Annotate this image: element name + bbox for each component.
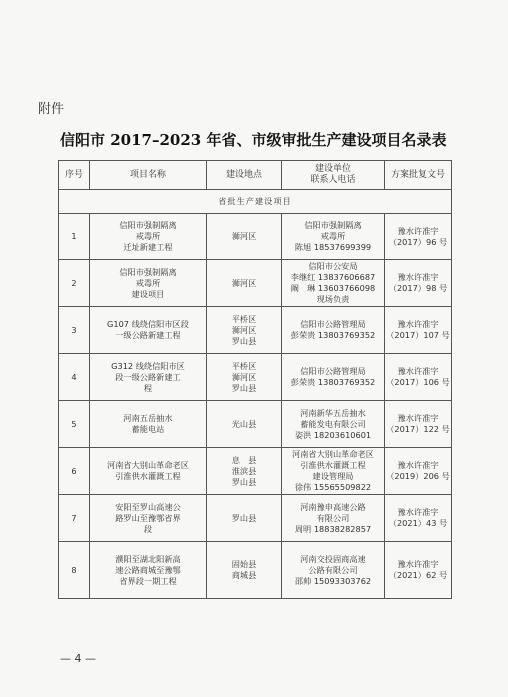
header-approval: 方案批复文号 — [385, 161, 452, 190]
cell-unit-contact-line: 河南新华五岳抽水 — [300, 407, 366, 418]
cell-location — [207, 448, 282, 495]
cell-unit-contact — [282, 448, 385, 495]
header-location: 建设地点 — [207, 161, 282, 190]
cell-unit-contact-line: 信阳市强制隔离 — [304, 220, 362, 230]
cell-project-name-line: 段一级公路新建工 — [115, 371, 181, 382]
table-header-row — [59, 161, 452, 190]
cell-approval-line: （2021）43 号 — [388, 518, 448, 528]
section-row — [59, 190, 452, 214]
cell-approval-line: 豫水许准字 — [397, 507, 439, 517]
cell-unit-contact-line: 建设管理局 — [312, 471, 354, 481]
cell-approval-line: 豫水许准字 — [397, 225, 439, 236]
cell-approval-line: 豫水许准字 — [397, 319, 439, 329]
cell-project-name-line: 戒毒所 — [135, 231, 161, 241]
table-row — [59, 307, 452, 354]
table-row — [59, 354, 452, 401]
cell-unit-contact-line: 河南豫申高速公路 — [300, 501, 366, 512]
table-row — [59, 448, 452, 495]
header-contact-line: 联系人电话 — [310, 175, 356, 185]
table-row — [59, 542, 452, 599]
cell-unit-contact-line: 引淮供水灌溉工程 — [300, 460, 366, 470]
cell-approval-line: 豫水许准字 — [397, 413, 439, 423]
cell-unit-contact — [282, 260, 385, 307]
cell-project-name-line: G107 线绕信阳市区段 — [107, 319, 189, 329]
cell-project-name-line: 迁址新建工程 — [123, 242, 173, 252]
cell-project-name — [90, 354, 207, 401]
cell-unit-contact-line: 戒毒所 — [320, 231, 346, 241]
cell-unit-contact-line: 邵帅 15093303762 — [294, 575, 372, 586]
cell-project-name-line: 濮阳至湖北阳新高 — [115, 553, 181, 564]
table-row — [59, 401, 452, 448]
cell-no: 7 — [59, 495, 90, 542]
cell-approval-line: （2021）62 号 — [388, 570, 448, 580]
cell-approval-line: 豫水许准字 — [397, 366, 439, 376]
cell-unit-contact — [282, 214, 385, 260]
attachment-label: 附件 — [38, 102, 65, 117]
cell-unit-contact-line: 河南省大别山革命老区 — [292, 449, 374, 459]
header-no: 序号 — [59, 161, 90, 190]
cell-no: 5 — [59, 401, 90, 448]
cell-project-name-line: 安阳至罗山高速公 — [115, 501, 181, 512]
cell-approval — [385, 448, 452, 495]
cell-unit-contact-line: 蓄能发电有限公司 — [300, 418, 366, 429]
cell-location-line: 罗山县 — [231, 476, 257, 487]
cell-unit-contact-line: 信阳市公安局 — [308, 261, 358, 271]
cell-project-name-line: 戒毒所 — [135, 277, 161, 288]
cell-unit-contact-line: 彭荣贵 13803769352 — [290, 330, 376, 340]
cell-unit-contact — [282, 495, 385, 542]
cell-unit-contact-line: 信阳市公路管理局 — [300, 319, 366, 329]
project-table — [58, 160, 452, 599]
cell-unit-contact — [282, 542, 385, 599]
cell-project-name — [90, 307, 207, 354]
cell-project-name — [90, 214, 207, 260]
cell-unit-contact — [282, 401, 385, 448]
document-title: 信阳市 2017–2023 年省、市级审批生产建设项目名录表 — [60, 131, 447, 149]
cell-approval-line: （2017）98 号 — [388, 283, 448, 293]
cell-location — [207, 542, 282, 599]
cell-project-name-line: 河南五岳抽水 — [123, 413, 173, 423]
cell-project-name-line: 信阳市强制隔离 — [119, 220, 177, 230]
cell-no: 4 — [59, 354, 90, 401]
cell-approval — [385, 495, 452, 542]
cell-project-name-line: 信阳市强制隔离 — [119, 266, 177, 277]
cell-project-name-line: 引淮供水灌溉工程 — [115, 471, 181, 481]
cell-no: 6 — [59, 448, 90, 495]
cell-project-name-line: 程 — [143, 382, 153, 393]
cell-project-name-line: 建设项目 — [131, 288, 165, 299]
cell-location-line: 浉河区 — [231, 371, 257, 382]
cell-location — [207, 401, 282, 448]
cell-approval — [385, 542, 452, 599]
cell-project-name — [90, 260, 207, 307]
cell-approval — [385, 214, 452, 260]
cell-approval-line: 豫水许准字 — [397, 272, 439, 282]
table-row — [59, 214, 452, 260]
cell-location-line: 商城县 — [231, 570, 257, 580]
cell-project-name-line: 蓄能电站 — [131, 424, 165, 434]
cell-unit-contact-line: 公路有限公司 — [308, 564, 358, 575]
cell-location-line: 浉河区 — [231, 231, 257, 241]
cell-project-name-line: 河南省大别山革命老区 — [107, 460, 189, 470]
cell-location — [207, 260, 282, 307]
cell-unit-contact-line: 姿洪 18203610601 — [294, 429, 372, 440]
cell-no: 3 — [59, 307, 90, 354]
cell-location-line: 罗山县 — [231, 512, 257, 523]
cell-project-name — [90, 448, 207, 495]
cell-project-name-line: 路罗山至豫鄂省界 — [115, 512, 181, 523]
cell-location-line: 淮滨县 — [231, 465, 257, 476]
cell-approval-line: （2017）107 号 — [386, 330, 450, 340]
cell-approval — [385, 307, 452, 354]
table-row — [59, 260, 452, 307]
cell-project-name-line: 省界段一期工程 — [119, 575, 177, 586]
cell-approval — [385, 260, 452, 307]
cell-approval-line: （2017）122 号 — [386, 424, 450, 434]
cell-unit-contact — [282, 307, 385, 354]
cell-approval-line: 豫水许准字 — [397, 460, 439, 470]
cell-location-line: 息 县 — [231, 454, 257, 465]
cell-no: 2 — [59, 260, 90, 307]
page-number: — 4 — — [60, 652, 96, 665]
cell-approval — [385, 401, 452, 448]
cell-location — [207, 307, 282, 354]
cell-location-line: 浉河区 — [231, 324, 257, 335]
cell-unit-contact-line: 现场负责 — [316, 294, 350, 304]
cell-unit-contact-line: 阚 琳 13603766098 — [290, 283, 376, 293]
header-unit-line: 建设单位 — [314, 164, 351, 174]
cell-project-name-line: 速公路商城至豫鄂 — [115, 564, 181, 575]
cell-unit-contact-line: 彭荣贵 13803769352 — [290, 377, 376, 387]
cell-approval-line: （2019）206 号 — [386, 471, 450, 481]
cell-unit-contact — [282, 354, 385, 401]
cell-unit-contact-line: 周明 18838282857 — [294, 523, 372, 534]
cell-unit-contact-line: 陈旭 18537699399 — [294, 242, 372, 252]
cell-unit-contact-line: 河南交投固商高速 — [300, 553, 366, 564]
cell-location — [207, 214, 282, 260]
cell-no: 8 — [59, 542, 90, 599]
cell-project-name-line: 段 — [143, 523, 153, 534]
cell-project-name-line: 一级公路新建工程 — [115, 330, 181, 340]
cell-unit-contact-line: 信阳市公路管理局 — [300, 366, 366, 376]
cell-project-name — [90, 495, 207, 542]
cell-location-line: 罗山县 — [231, 382, 257, 393]
cell-location-line: 平桥区 — [231, 360, 257, 371]
cell-location — [207, 354, 282, 401]
cell-location-line: 平桥区 — [231, 313, 257, 324]
cell-approval-line: （2017）106 号 — [386, 377, 450, 387]
cell-project-name-line: G312 线绕信阳市区 — [111, 360, 185, 371]
cell-location — [207, 495, 282, 542]
cell-location-line: 固始县 — [231, 559, 257, 569]
cell-project-name — [90, 401, 207, 448]
cell-approval-line: （2017）96 号 — [388, 236, 448, 247]
section-title: 省批生产建设项目 — [59, 190, 452, 214]
cell-no: 1 — [59, 214, 90, 260]
cell-unit-contact-line: 李继红 13837606687 — [290, 272, 376, 282]
cell-location-line: 罗山县 — [231, 335, 257, 346]
table-row — [59, 495, 452, 542]
header-unit-contact — [282, 161, 385, 190]
cell-unit-contact-line: 有限公司 — [316, 512, 350, 523]
cell-approval-line: 豫水许准字 — [397, 559, 439, 569]
cell-project-name — [90, 542, 207, 599]
header-project-name: 项目名称 — [90, 161, 207, 190]
cell-unit-contact-line: 徐伟 15565509822 — [294, 482, 372, 492]
cell-approval — [385, 354, 452, 401]
cell-location-line: 浉河区 — [231, 277, 257, 288]
cell-location-line: 光山县 — [231, 418, 257, 429]
